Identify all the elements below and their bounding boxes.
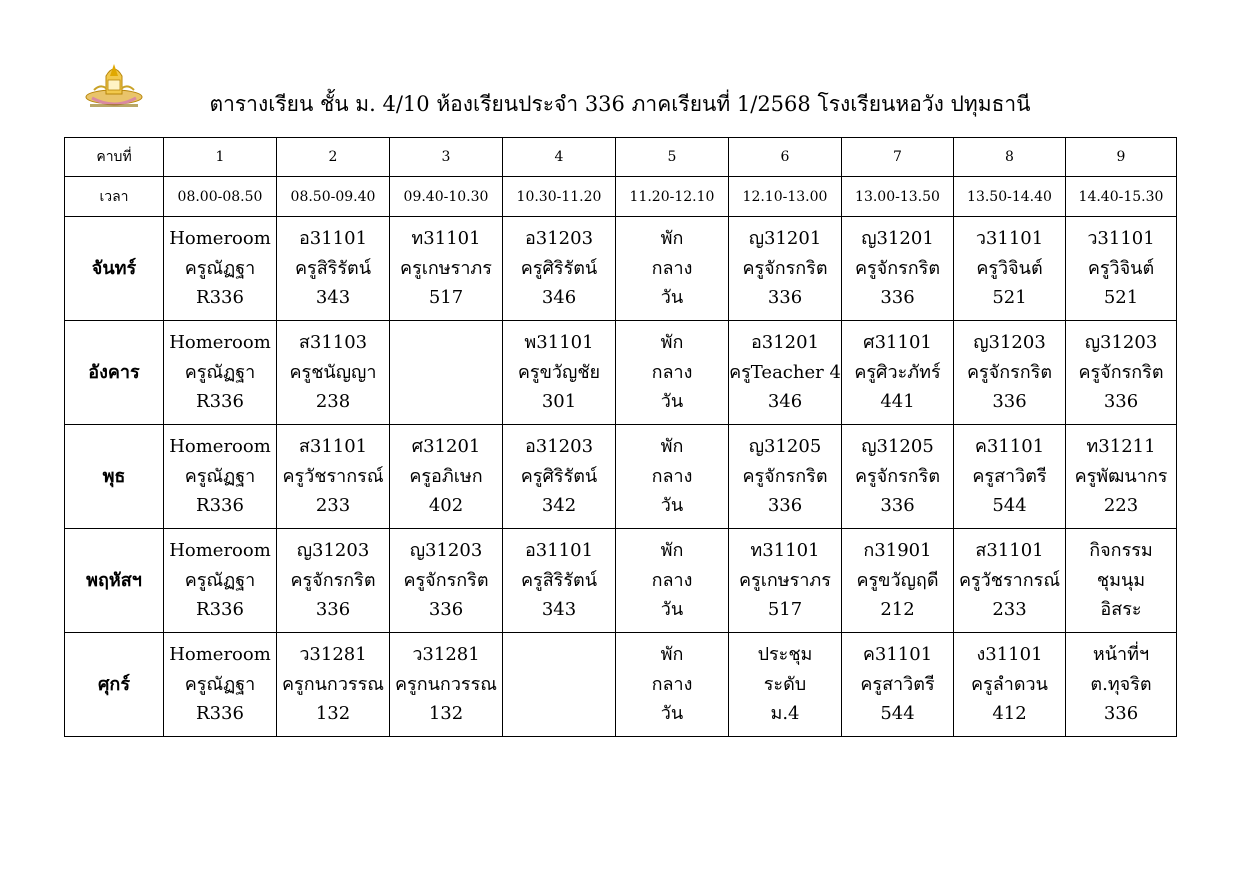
class-cell [277,321,390,425]
class-cell [616,529,729,633]
room-number: วัน [660,495,684,517]
day-name: อังคาร [65,321,164,425]
teacher-name: ครูTeacher 4 [729,361,841,383]
period-number: 3 [390,138,503,177]
room-number: 336 [428,599,464,621]
period-number: 6 [729,138,842,177]
day-row [65,425,1177,529]
room-number [390,387,502,417]
teacher-name: ครูศิริรัตน์ [520,465,598,487]
teacher-name: ต.ทุจริต [1090,673,1152,695]
class-cell [842,529,954,633]
period-time: 11.20-12.10 [616,177,729,217]
class-cell [954,529,1066,633]
subject-code: ค31101 [862,644,933,666]
room-number: วัน [660,599,684,621]
class-cell [729,529,842,633]
class-cell [729,633,842,737]
room-number: 521 [992,287,1027,309]
subject-code: ส31101 [298,436,368,458]
teacher-name: กลาง [651,673,693,695]
subject-code [390,328,502,358]
room-number [503,699,615,729]
class-cell [1066,633,1177,737]
subject-code: ง31101 [976,644,1043,666]
subject-code: ว31101 [975,228,1044,250]
subject-code: พัก [660,436,684,458]
period-time: 08.00-08.50 [164,177,277,217]
teacher-name: ครูศิริรัตน์ [520,257,598,279]
day-row [65,633,1177,737]
timetable [64,137,1177,737]
subject-code: พัก [660,228,684,250]
subject-code: ญ31203 [409,540,483,562]
room-number: 521 [1103,287,1139,309]
subject-code: Homeroom [169,332,271,354]
room-number: 346 [541,287,577,309]
teacher-name: ครูชนัญญา [289,361,377,383]
subject-code: ส31103 [298,332,368,354]
teacher-name: กลาง [651,465,693,487]
room-number: 343 [315,287,351,309]
room-number: R336 [196,391,244,413]
subject-code: อ31203 [524,228,594,250]
period-number: 1 [164,138,277,177]
class-cell [390,425,503,529]
teacher-name: ครูณัฏฐา [184,465,256,487]
period-time: 10.30-11.20 [503,177,616,217]
period-number: 8 [954,138,1066,177]
time-row [65,177,1177,217]
period-number: 2 [277,138,390,177]
day-row [65,529,1177,633]
subject-code: พ31101 [524,332,594,354]
teacher-name: กลาง [651,569,693,591]
subject-code: ศ31201 [411,436,481,458]
class-cell [164,529,277,633]
class-cell [390,217,503,321]
teacher-name: ครูสิริรัตน์ [520,569,598,591]
subject-code: ญ31201 [861,228,934,250]
room-number: R336 [196,495,244,517]
class-cell [164,321,277,425]
period-time: 14.40-15.30 [1066,177,1177,217]
class-cell [277,633,390,737]
class-cell [390,321,503,425]
teacher-name: ครูเกษราภร [739,569,831,591]
subject-code: ญ31203 [296,540,370,562]
subject-code: Homeroom [169,228,271,250]
class-cell [390,529,503,633]
subject-code: พัก [660,644,684,666]
class-cell [1066,529,1177,633]
room-number: 336 [992,391,1027,413]
class-cell [503,425,616,529]
period-number: 4 [503,138,616,177]
room-number: 336 [767,495,803,517]
class-cell [954,425,1066,529]
room-number: 544 [880,703,915,725]
room-number: 301 [541,391,577,413]
teacher-name: ครูจักรกริต [742,257,828,279]
subject-code: หน้าที่ฯ [1092,644,1150,666]
teacher-name: ครูณัฏฐา [184,569,256,591]
period-header-row [65,138,1177,177]
room-number: 402 [428,495,464,517]
subject-code [503,640,615,670]
day-name: ศุกร์ [65,633,164,737]
class-cell [1066,425,1177,529]
class-cell [277,425,390,529]
teacher-name: ครูจักรกริต [1078,361,1164,383]
room-number: 238 [315,391,351,413]
room-number: R336 [196,287,244,309]
teacher-name: ครูศิวะภัทร์ [854,361,941,383]
teacher-name: ครูกนกวรรณ [395,673,497,695]
day-row [65,217,1177,321]
room-number: 346 [767,391,803,413]
subject-code: อ31201 [750,332,820,354]
subject-code: ค31101 [974,436,1045,458]
room-number: 412 [992,703,1027,725]
teacher-name: ครูณัฏฐา [184,257,256,279]
period-time: 13.50-14.40 [954,177,1066,217]
class-cell [503,529,616,633]
teacher-name: ครูสาวิตรี [860,673,935,695]
room-number: 336 [880,495,915,517]
room-number: 223 [1103,495,1139,517]
room-number: อิสระ [1100,599,1142,621]
subject-code: อ31101 [524,540,594,562]
teacher-name: ครูณัฏฐา [184,361,256,383]
subject-code: พัก [660,332,684,354]
room-number: 336 [1103,391,1139,413]
subject-code: ญ31201 [748,228,822,250]
class-cell [277,217,390,321]
period-number: 7 [842,138,954,177]
teacher-name: ครูวิจินต์ [1087,257,1155,279]
subject-code: ท31211 [1086,436,1156,458]
teacher-name: ครูเกษราภร [400,257,492,279]
room-number: วัน [660,391,684,413]
teacher-name: ครูณัฏฐา [184,673,256,695]
class-cell [164,425,277,529]
subject-code: ส31101 [975,540,1044,562]
teacher-name: ครูวัชรากรณ์ [282,465,384,487]
teacher-name: ครูกนกวรรณ [282,673,384,695]
subject-code: พัก [660,540,684,562]
period-time: 09.40-10.30 [390,177,503,217]
subject-code: ว31281 [412,644,480,666]
room-number: 544 [992,495,1027,517]
teacher-name: ชุมนุม [1096,569,1146,591]
room-number: R336 [196,599,244,621]
room-number: 336 [880,287,915,309]
period-number: 9 [1066,138,1177,177]
room-number: R336 [196,703,244,725]
subject-code: กิจกรรม [1089,540,1153,562]
class-cell [842,217,954,321]
subject-code: ว31281 [299,644,367,666]
subject-code: ว31101 [1087,228,1155,250]
teacher-name: ครูลำดวน [971,673,1048,695]
class-cell [842,321,954,425]
day-name: พฤหัสฯ [65,529,164,633]
subject-code: ญ31205 [748,436,822,458]
teacher-name: กลาง [651,257,693,279]
subject-code: Homeroom [169,540,271,562]
room-number: 517 [428,287,464,309]
class-cell [842,425,954,529]
room-number: 336 [315,599,351,621]
class-cell [954,633,1066,737]
class-cell [1066,217,1177,321]
teacher-name: ครูจักรกริต [290,569,376,591]
class-cell [729,321,842,425]
subject-code: Homeroom [169,436,271,458]
teacher-name [390,358,502,388]
room-number: 132 [315,703,351,725]
room-number: ม.4 [770,703,800,725]
room-number: 336 [1103,703,1139,725]
school-logo [82,58,146,112]
teacher-name: ระดับ [763,673,807,695]
class-cell [503,217,616,321]
room-number: วัน [660,287,684,309]
class-cell [616,425,729,529]
class-cell [277,529,390,633]
subject-code: Homeroom [169,644,271,666]
teacher-name: กลาง [651,361,693,383]
period-label: คาบที่ [65,138,164,177]
subject-code: ก31901 [863,540,932,562]
teacher-name: ครูขวัญชัย [517,361,601,383]
day-name: จันทร์ [65,217,164,321]
teacher-name: ครูสาวิตรี [972,465,1047,487]
page-title: ตารางเรียน ชั้น ม. 4/10 ห้องเรียนประจำ 336 ภาคเรียนที่ 1/2568 โรงเรียนหอวัง ปทุมธานี [209,92,1031,116]
day-row [65,321,1177,425]
class-cell [390,633,503,737]
room-number: 212 [880,599,915,621]
teacher-name: ครูจักรกริต [854,257,941,279]
subject-code: ญ31203 [1084,332,1158,354]
class-cell [616,321,729,425]
room-number: 233 [992,599,1027,621]
class-cell [164,633,277,737]
room-number: 132 [428,703,464,725]
teacher-name: ครูสิริรัตน์ [294,257,372,279]
subject-code: ญ31203 [973,332,1046,354]
subject-code: ประชุม [757,644,813,666]
period-number: 5 [616,138,729,177]
teacher-name: ครูจักรกริต [854,465,941,487]
subject-code: ท31101 [411,228,481,250]
teacher-name: ครูจักรกริต [966,361,1053,383]
teacher-name: ครูพัฒนากร [1074,465,1168,487]
class-cell [842,633,954,737]
room-number: 233 [315,495,351,517]
room-number: 343 [541,599,577,621]
subject-code: ท31101 [750,540,820,562]
teacher-name: ครูอภิเษก [409,465,483,487]
class-cell [616,633,729,737]
room-number: วัน [660,703,684,725]
class-cell [503,633,616,737]
class-cell [729,217,842,321]
subject-code: ศ31101 [863,332,932,354]
class-cell [616,217,729,321]
teacher-name: ครูจักรกริต [403,569,489,591]
class-cell [729,425,842,529]
teacher-name: ครูขวัญฤดี [856,569,939,591]
day-name: พุธ [65,425,164,529]
class-cell [954,321,1066,425]
room-number: 336 [767,287,803,309]
teacher-name [503,670,615,700]
room-number: 441 [880,391,915,413]
period-time: 12.10-13.00 [729,177,842,217]
class-cell [164,217,277,321]
teacher-name: ครูวิจินต์ [976,257,1043,279]
subject-code: อ31101 [298,228,368,250]
teacher-name: ครูวัชรากรณ์ [958,569,1061,591]
teacher-name: ครูจักรกริต [742,465,828,487]
period-time: 13.00-13.50 [842,177,954,217]
class-cell [503,321,616,425]
room-number: 517 [767,599,803,621]
period-time: 08.50-09.40 [277,177,390,217]
subject-code: ญ31205 [861,436,934,458]
class-cell [954,217,1066,321]
time-label: เวลา [65,177,164,217]
room-number: 342 [541,495,577,517]
class-cell [1066,321,1177,425]
subject-code: อ31203 [524,436,594,458]
